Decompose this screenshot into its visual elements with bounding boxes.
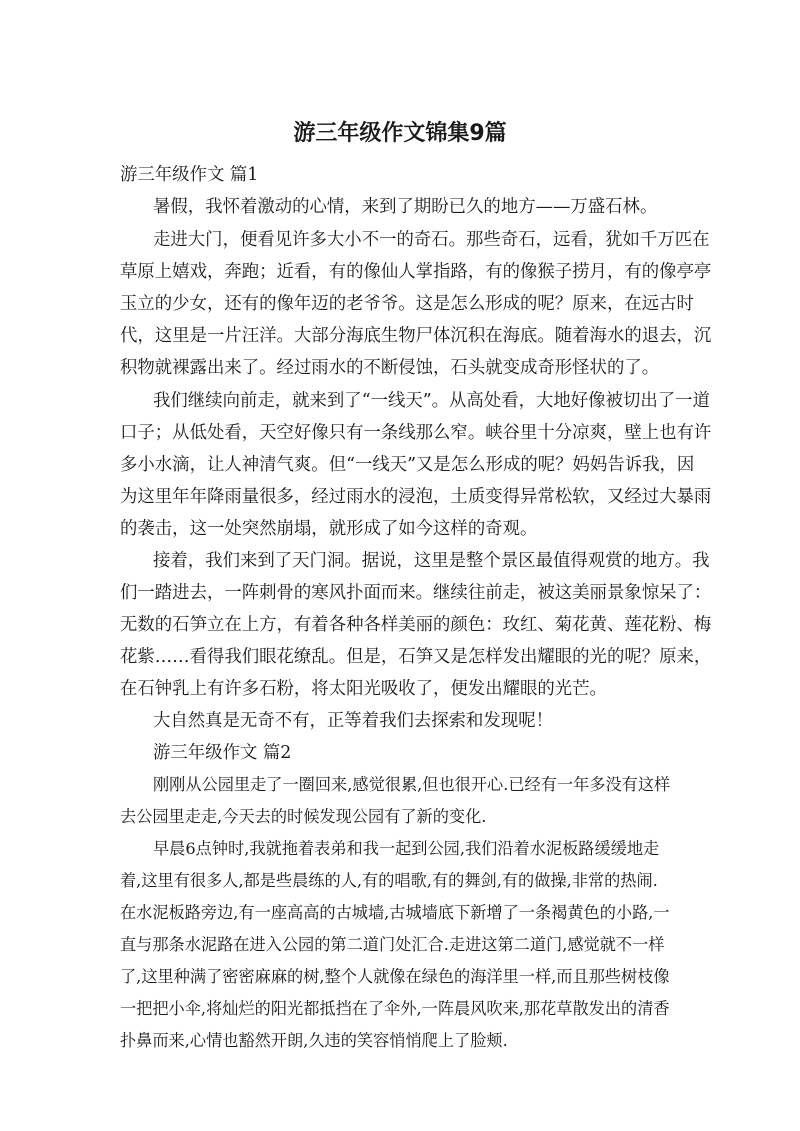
text-line: 为这里年年降雨量很多，经过雨水的浸泡，土质变得异常松软，又经过大暴雨	[120, 487, 712, 507]
text-line: 玉立的少女，还有的像年迈的老爷爷。这是怎么形成的呢？原来，在远古时	[120, 294, 694, 314]
text-line: 着,这里有很多人,都是些晨练的人,有的唱歌,有的舞剑,有的做操,非常的热闹.	[120, 871, 658, 890]
text-line: 走进大门，便看见许多大小不一的奇石。那些奇石，远看，犹如千万匹在	[153, 230, 710, 250]
text-line: 一把把小伞,将灿烂的阳光都抵挡在了伞外,一阵晨风吹来,那花草散发出的清香	[120, 999, 670, 1018]
document-title: 游三年级作文锦集9篇	[293, 121, 507, 146]
text-line: 直与那条水泥路在进入公园的第二道门处汇合.走进这第二道门,感觉就不一样	[120, 935, 665, 954]
text-line: 接着，我们来到了天门洞。据说，这里是整个景区最值得观赏的地方。我	[153, 551, 710, 571]
text-line: 草原上嬉戏，奔跑；近看，有的像仙人掌指路，有的像猴子捞月，有的像亭亭	[120, 262, 712, 282]
text-line: 无数的石笋立在上方，有着各种各样美丽的颜色：玫红、菊花黄、莲花粉、梅	[120, 615, 712, 635]
text-line: 刚刚从公园里走了一圈回来,感觉很累,但也很开心.已经有一年多没有这样	[153, 775, 671, 794]
text-line: 的袭击，这一处突然崩塌，就形成了如今这样的奇观。	[120, 519, 538, 539]
text-line: 在水泥板路旁边,有一座高高的古城墙,古城墙底下新增了一条褐黄色的小路,一	[120, 903, 670, 922]
text-line: 大自然真是无奇不有，正等着我们去探索和发现呢！	[153, 711, 553, 731]
section-heading-1: 游三年级作文 篇1	[120, 165, 259, 185]
text-line: 积物就裸露出来了。经过雨水的不断侵蚀，石头就变成奇形怪状的了。	[120, 358, 660, 378]
text-line: 我们继续向前走，就来到了“一线天”。从高处看，大地好像被切出了一道	[153, 391, 710, 411]
text-line: 多小水滴，让人神清气爽。但“一线天”又是怎么形成的呢？妈妈告诉我，因	[120, 455, 695, 475]
text-line: 扑鼻而来,心情也豁然开朗,久违的笑容悄悄爬上了脸颊.	[120, 1031, 508, 1050]
text-line: 代，这里是一片汪洋。大部分海底生物尸体沉积在海底。随着海水的退去，沉	[120, 326, 712, 346]
text-line: 暑假，我怀着激动的心情，来到了期盼已久的地方——万盛石林。	[153, 197, 658, 217]
text-line: 了,这里种满了密密麻麻的树,整个人就像在绿色的海洋里一样,而且那些树枝像	[120, 967, 670, 986]
text-line: 们一踏进去，一阵刺骨的寒风扑面而来。继续往前走，被这美丽景象惊呆了：	[120, 583, 712, 603]
text-line: 去公园里走走,今天去的时候发现公园有了新的变化.	[120, 807, 487, 826]
section-heading-2: 游三年级作文 篇2	[153, 743, 292, 763]
text-line: 花紫……看得我们眼花缭乱。但是，石笋又是怎样发出耀眼的光的呢？原来，	[120, 647, 712, 667]
text-line: 口子；从低处看，天空好像只有一条线那么窄。峡谷里十分凉爽，壁上也有许	[120, 423, 712, 443]
text-line: 在石钟乳上有许多石粉，将太阳光吸收了，便发出耀眼的光芒。	[120, 679, 607, 699]
text-line: 早晨6点钟时,我就拖着表弟和我一起到公园,我们沿着水泥板路缓缓地走	[153, 839, 660, 858]
